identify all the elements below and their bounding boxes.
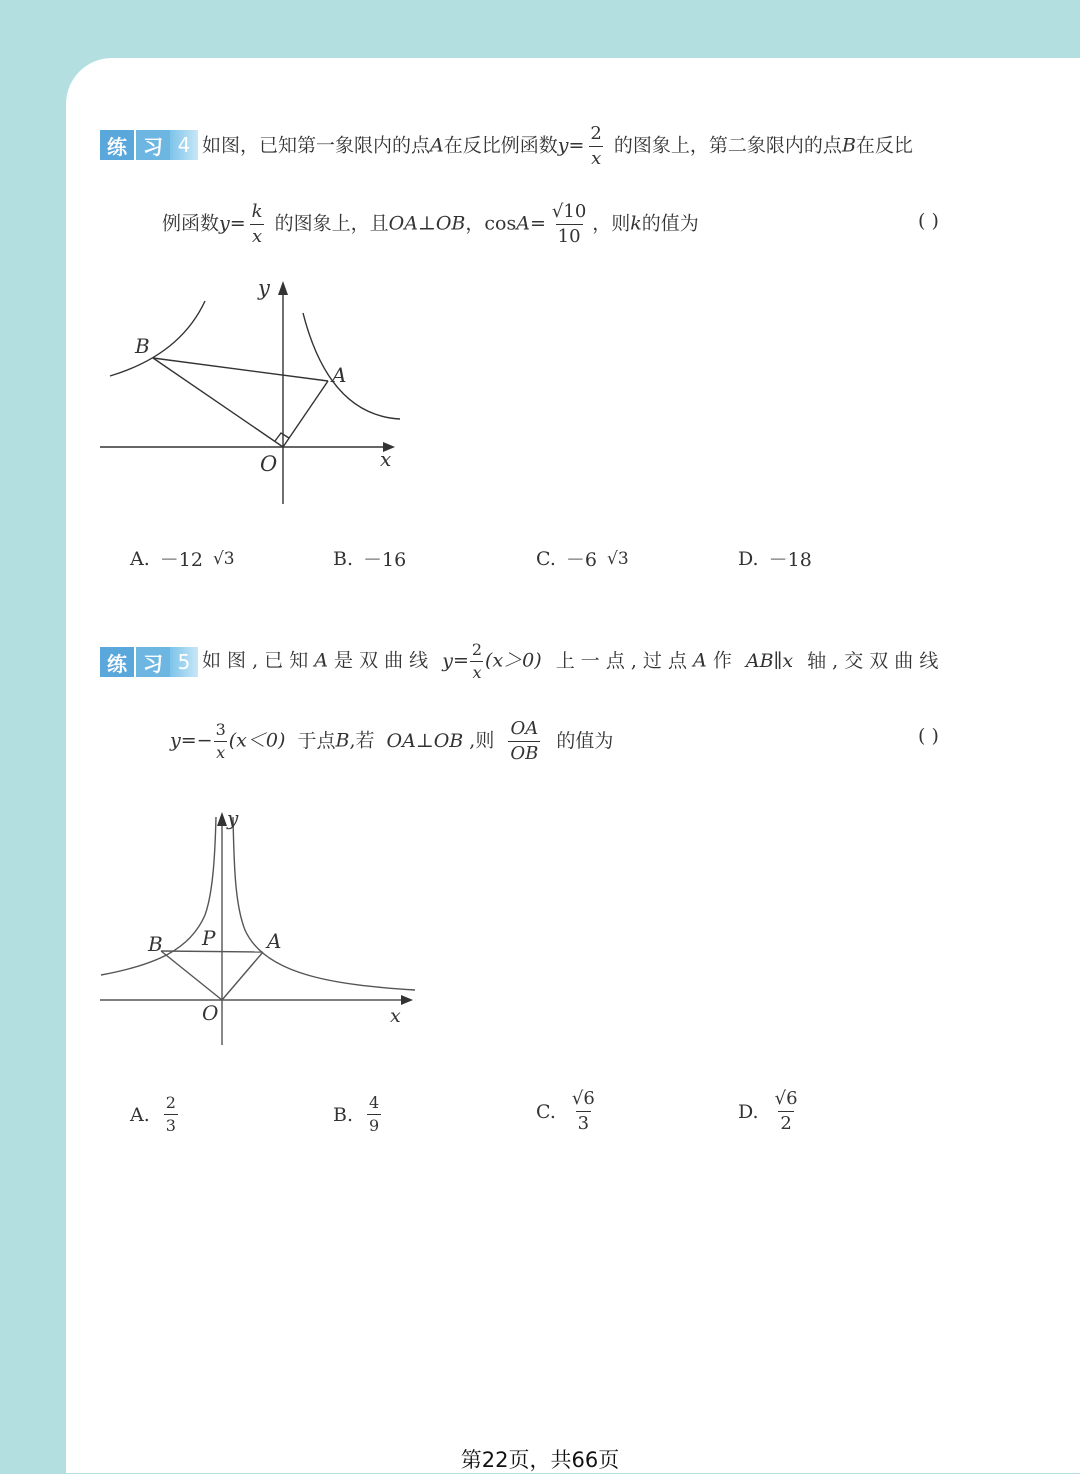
equals: = — [529, 212, 546, 235]
option-label: A. — [130, 1103, 150, 1126]
fraction-3-over-x — [214, 722, 228, 761]
badge-char-1: 练 — [100, 647, 134, 677]
x-label: x — [380, 447, 392, 471]
y-label: y — [227, 806, 239, 830]
x-arrow-icon — [401, 995, 413, 1005]
text: 作 — [712, 649, 732, 672]
var-y: y — [219, 212, 230, 235]
domain-condition: (x＞0) — [485, 649, 542, 672]
seg-oa: OA — [388, 212, 418, 235]
page-footer: 第22页，共66页 — [460, 1448, 620, 1472]
page-sheet — [66, 58, 1080, 1473]
point-a: A — [693, 649, 707, 672]
denominator: 10 — [557, 226, 581, 247]
text: 于点 — [297, 729, 336, 752]
text: 如 图 , 已 知 — [202, 649, 309, 672]
fraction-2-over-x — [470, 642, 484, 681]
segment-oa — [283, 381, 328, 447]
equals-minus: =− — [180, 729, 213, 752]
equals: = — [568, 134, 585, 157]
denominator: 3 — [577, 1113, 590, 1134]
text: ，则 — [592, 212, 631, 235]
q4-option-c[interactable] — [536, 545, 629, 572]
point-a: A — [314, 649, 328, 672]
numerator: 3 — [215, 720, 226, 739]
denominator: x — [472, 663, 482, 682]
q5-line-2 — [170, 720, 613, 763]
q5-option-c[interactable] — [536, 1090, 601, 1133]
fraction-2-over-x — [588, 125, 603, 168]
option-value: －16 — [363, 549, 407, 571]
option-label: B. — [333, 1103, 354, 1126]
badge-number: 4 — [170, 130, 198, 160]
text: 在反比 — [855, 134, 913, 157]
option-fraction — [773, 1090, 800, 1133]
origin-label: O — [260, 452, 278, 476]
x-label: x — [390, 1005, 401, 1027]
exercise-4-badge — [100, 130, 198, 160]
option-label: C. — [536, 547, 556, 570]
fraction-oa-over-ob — [508, 720, 540, 763]
denominator: x — [216, 743, 226, 762]
curve-right — [233, 817, 415, 990]
var-k: k — [630, 212, 642, 235]
y-label: y — [258, 276, 270, 300]
denominator: x — [252, 226, 263, 247]
segment-ab — [153, 358, 328, 381]
badge-number: 5 — [170, 647, 198, 677]
curve-quadrant-2 — [110, 301, 205, 376]
q5-option-b[interactable] — [333, 1095, 385, 1134]
numerator: √6 — [571, 1088, 595, 1109]
segment-ob — [153, 358, 283, 447]
q4-line-2 — [162, 203, 699, 246]
oa-perp-ob: OA⊥OB — [386, 729, 464, 752]
badge-char-1: 练 — [100, 130, 134, 160]
fraction-k-over-x — [250, 203, 265, 246]
option-value: －18 — [768, 549, 812, 571]
q5-line-1 — [202, 642, 938, 681]
q5-option-a[interactable] — [130, 1095, 182, 1134]
numerator: 2 — [165, 1093, 176, 1112]
text: 上 一 点 , 过 点 — [555, 649, 687, 672]
text: ,则 — [469, 729, 495, 752]
point-a: A — [430, 134, 444, 157]
denominator: 9 — [369, 1116, 380, 1135]
option-value: －12 — [159, 549, 203, 571]
point-b: B — [335, 729, 350, 752]
denominator: 2 — [780, 1113, 792, 1134]
text: 例函数 — [162, 212, 220, 235]
q4-option-a[interactable] — [130, 545, 235, 572]
option-label: D. — [738, 1100, 759, 1123]
text: 在反比例函数 — [443, 134, 558, 157]
point-a-label: A — [267, 929, 282, 953]
numerator: 4 — [369, 1093, 380, 1112]
segment-oa — [222, 952, 263, 1000]
text: 的值为 — [641, 212, 699, 235]
numerator: OA — [510, 718, 539, 739]
q4-answer-blank: ( ) — [918, 210, 939, 232]
numerator: √10 — [551, 201, 587, 222]
text: 轴 , 交 双 曲 线 — [807, 649, 939, 672]
point-b-label: B — [135, 334, 150, 358]
point-p-label: P — [202, 926, 216, 950]
perp-symbol: ⊥ — [417, 212, 436, 235]
y-arrow-icon — [217, 812, 227, 826]
equals: = — [452, 649, 469, 672]
numerator: k — [251, 201, 263, 222]
var-y: y — [170, 729, 181, 752]
text: ,若 — [349, 729, 375, 752]
q5-figure — [95, 805, 425, 1050]
text: 的值为 — [556, 729, 614, 752]
angle-a: A — [516, 212, 530, 235]
curve-quadrant-1 — [303, 313, 400, 419]
right-angle-mark — [275, 433, 289, 441]
option-value: －6 — [565, 549, 597, 571]
q4-line-1 — [202, 125, 913, 168]
segment-ab — [161, 951, 263, 952]
option-fraction — [367, 1095, 381, 1134]
numerator: 2 — [471, 640, 483, 659]
equals: = — [229, 212, 246, 235]
badge-char-2: 习 — [136, 647, 170, 677]
text: 如图，已知第一象限内的点 — [202, 134, 431, 157]
point-b-label: B — [148, 932, 163, 956]
q4-option-d[interactable] — [738, 545, 812, 572]
q4-option-b[interactable] — [333, 545, 406, 572]
denominator: 3 — [165, 1116, 176, 1135]
text: 是 双 曲 线 — [334, 649, 429, 672]
var-y: y — [442, 649, 453, 672]
exercise-5-badge — [100, 647, 198, 677]
point-a-label: A — [332, 363, 347, 387]
text: 的图象上，且 — [274, 212, 389, 235]
option-label: B. — [333, 547, 354, 570]
badge-char-2: 习 — [136, 130, 170, 160]
seg-ob: OB — [435, 212, 466, 235]
denominator: x — [591, 148, 602, 169]
numerator: 2 — [590, 123, 602, 144]
fraction-sqrt10-over-10 — [550, 203, 588, 246]
option-radical: √3 — [607, 548, 629, 569]
text: ，cos — [465, 212, 517, 235]
ab-parallel-x: AB∥x — [745, 649, 794, 672]
option-label: A. — [130, 547, 150, 570]
q5-option-d[interactable] — [738, 1090, 804, 1133]
numerator: √6 — [774, 1088, 798, 1109]
segment-ob — [161, 951, 222, 1000]
text: 的图象上，第二象限内的点 — [613, 134, 842, 157]
option-label: D. — [738, 547, 759, 570]
origin-label: O — [202, 1001, 219, 1025]
y-arrow-icon — [278, 281, 288, 295]
q4-figure — [95, 275, 415, 515]
var-y: y — [557, 134, 569, 157]
option-fraction — [570, 1090, 597, 1133]
option-label: C. — [536, 1100, 556, 1123]
q5-answer-blank: ( ) — [918, 725, 939, 747]
option-fraction — [164, 1095, 178, 1134]
point-b: B — [841, 134, 856, 157]
denominator: OB — [510, 743, 539, 764]
option-radical: √3 — [212, 548, 235, 569]
domain-condition: (x＜0) — [228, 729, 286, 752]
